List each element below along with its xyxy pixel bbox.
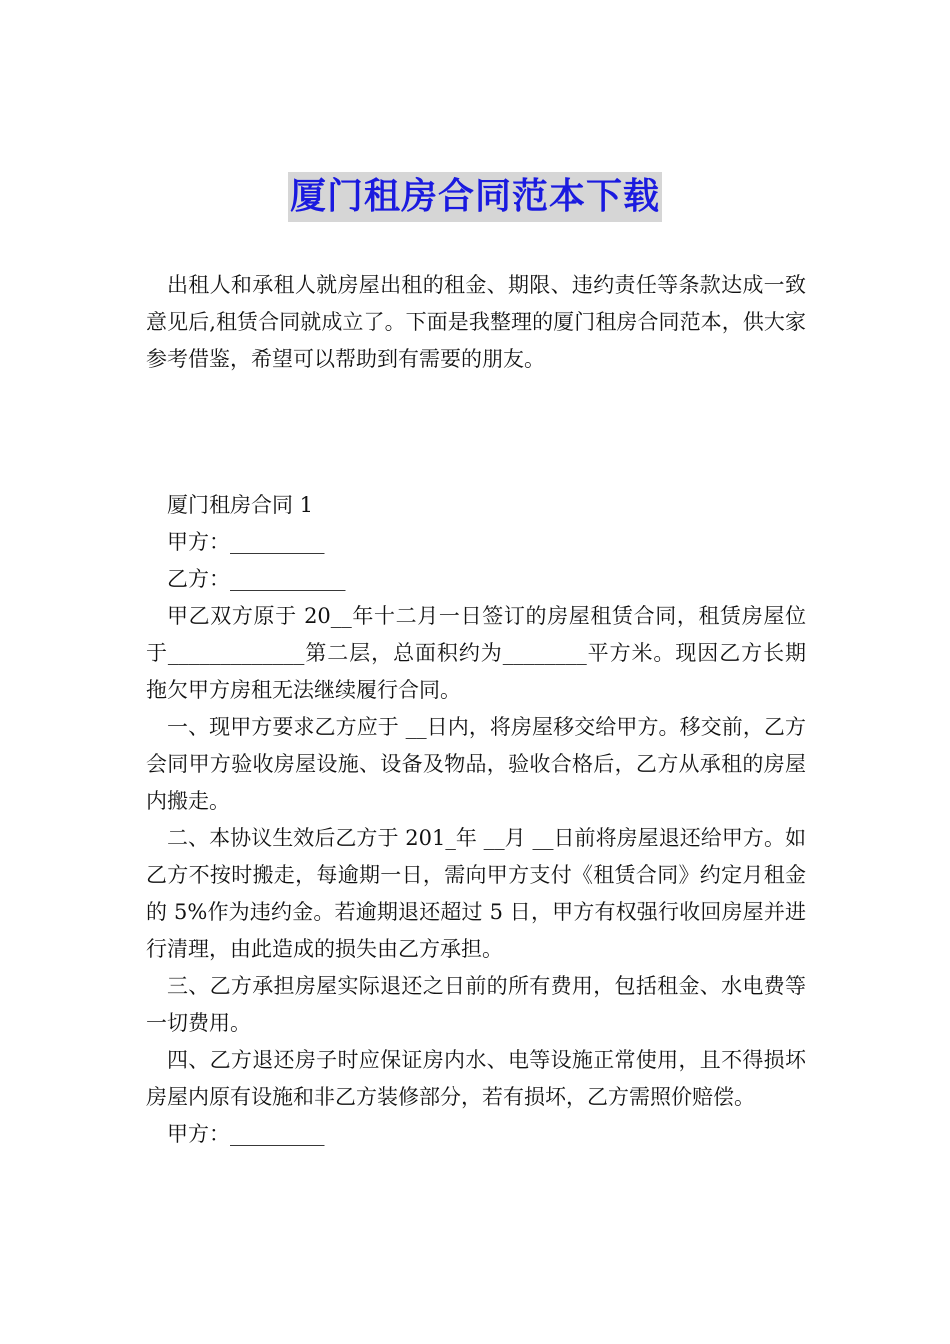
party-b-line: 乙方：___________ [167,567,346,591]
contract-heading: 厦门租房合同 1 [167,493,314,517]
contract-section [146,487,806,1153]
clause-one: 一、现甲方要求乙方应于 __日内，将房屋移交给甲方。移交前，乙方会同甲方验收房屋设施、设备及物品，验收合格后，乙方从承租的房屋内搬走。 [146,715,806,813]
clause-three: 三、乙方承担房屋实际退还之日前的所有费用，包括租金、水电费等一切费用。 [146,974,806,1035]
clause-two: 二、本协议生效后乙方于 201_年 __月 __日前将房屋退还给甲方。如乙方不按时搬走，每逾期一日，需向甲方支付《租赁合同》约定月租金的 5%作为违约金。若逾期退还超过 5 日，甲方有权强行收回房屋并进行清理，由此造成的损失由乙方承担。 [146,826,806,961]
intro-paragraph: 出租人和承租人就房屋出租的租金、期限、违约责任等条款达成一致意见后,租赁合同就成立了。下面是我整理的厦门租房合同范本，供大家参考借鉴，希望可以帮助到有需要的朋友。 [146,273,806,371]
party-a-line: 甲方：_________ [167,530,325,554]
clause-preamble: 甲乙双方原于 20__年十二月一日签订的房屋租赁合同，租赁房屋位于_____________第二层，总面积约为________平方米。现因乙方长期拖欠甲方房租无法继续履行合同。 [146,604,806,702]
title-block [0,172,950,222]
clause-four: 四、乙方退还房子时应保证房内水、电等设施正常使用，且不得损坏房屋内原有设施和非乙方装修部分，若有损坏，乙方需照价赔偿。 [146,1048,806,1109]
document-title: 厦门租房合同范本下载 [288,172,662,222]
intro-section [146,267,806,378]
signature-line: 甲方：_________ [167,1122,325,1146]
